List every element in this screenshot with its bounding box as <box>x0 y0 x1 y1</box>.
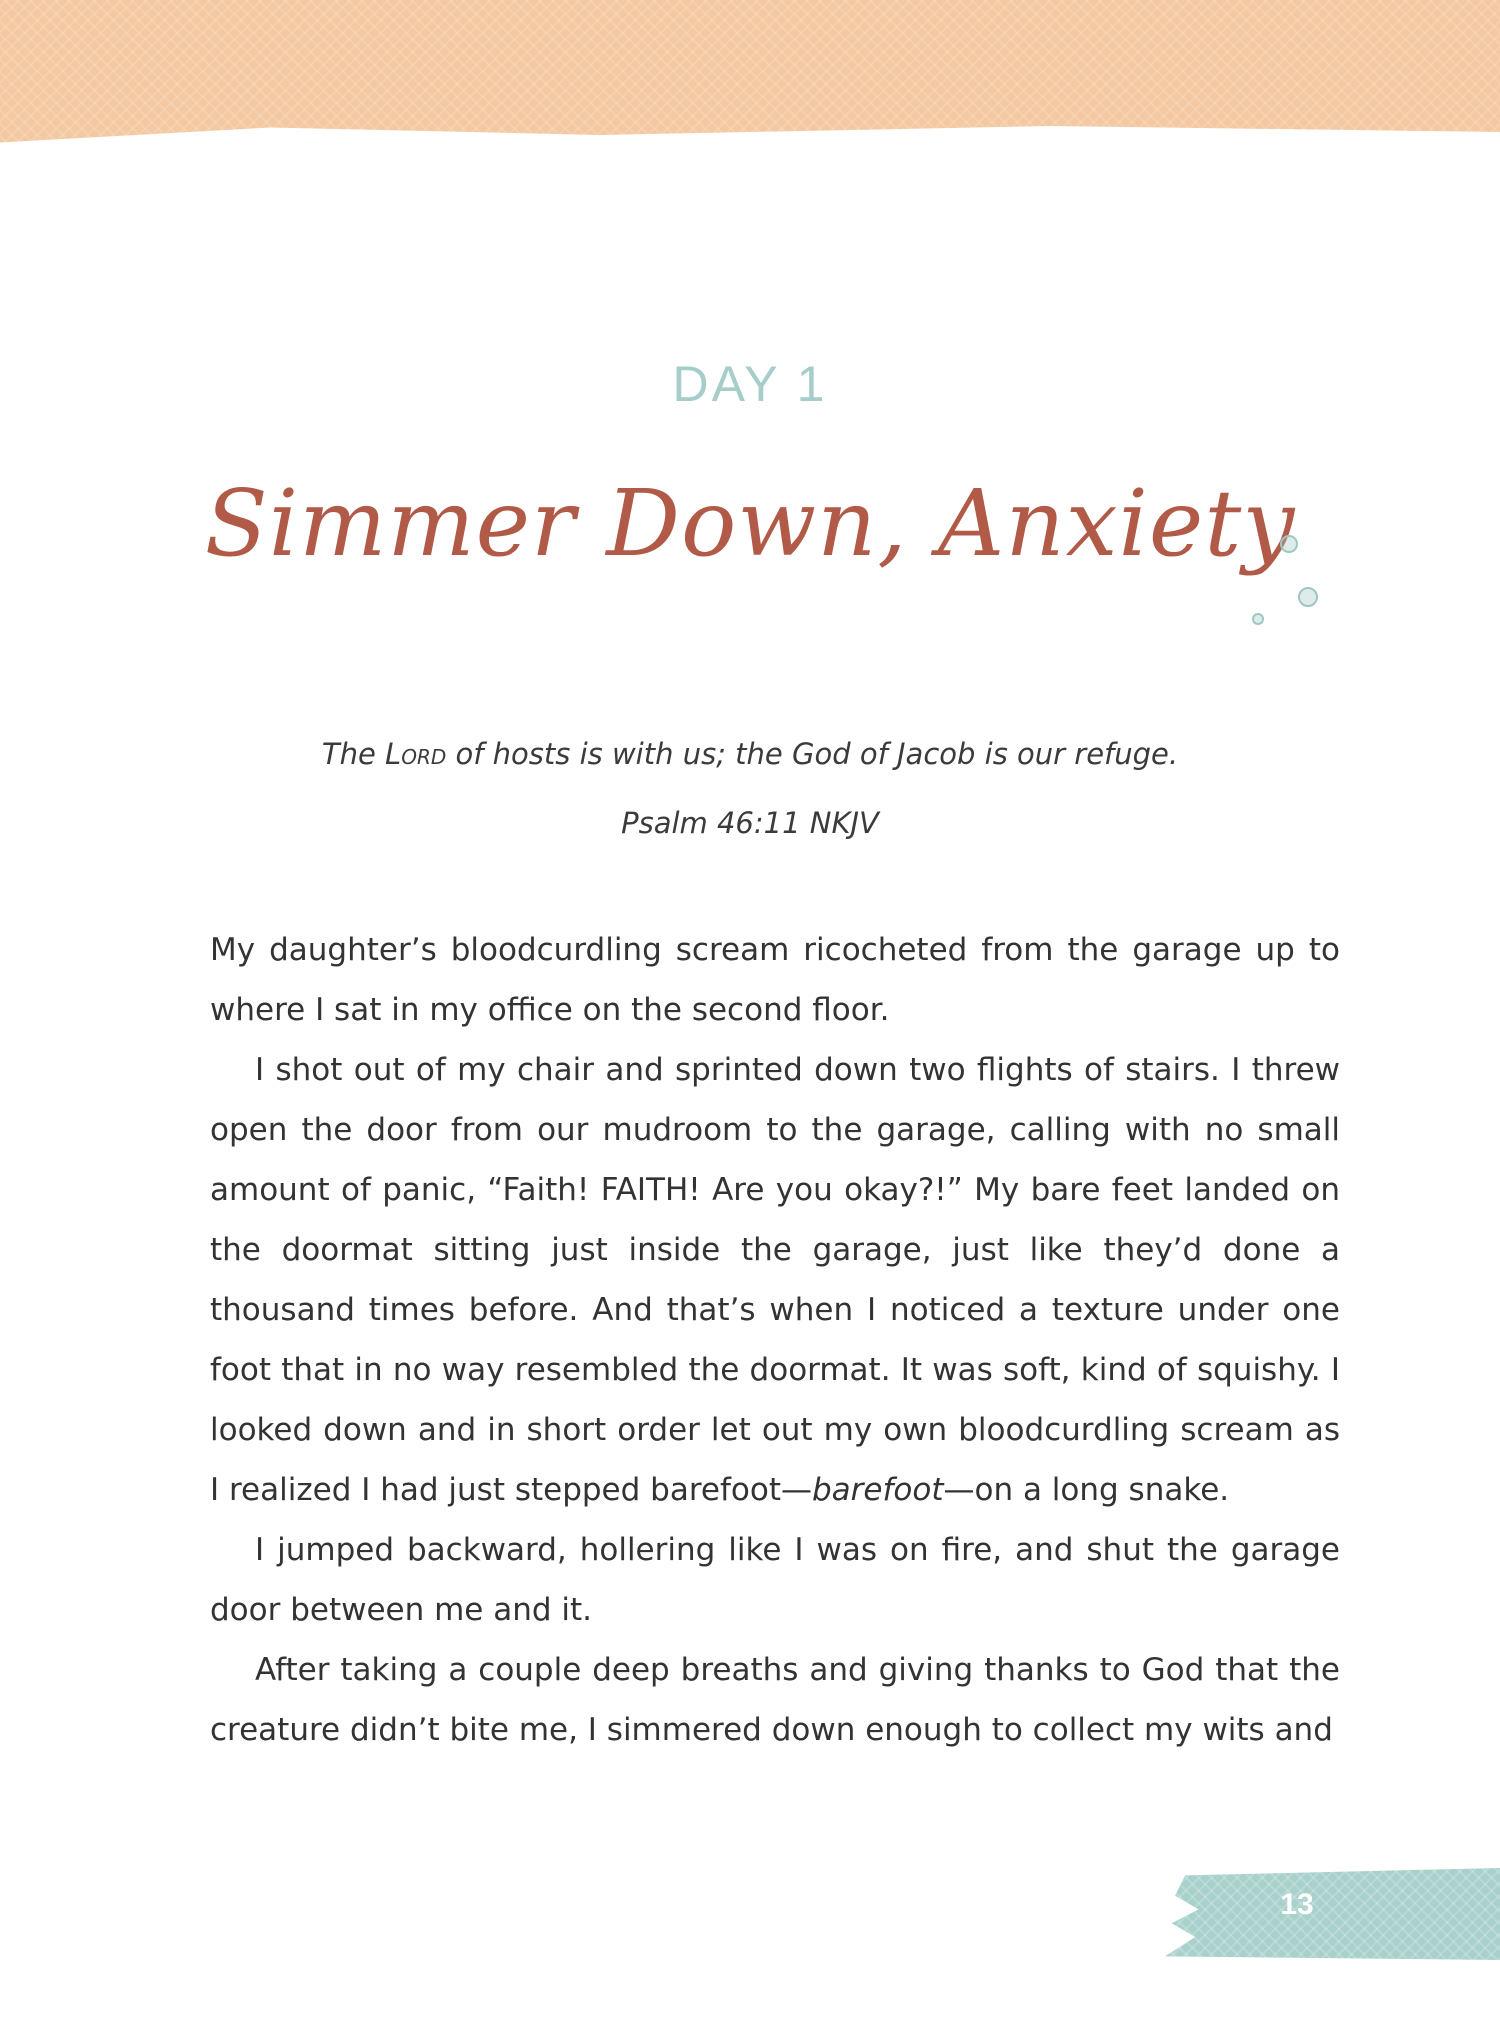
decor-dot <box>1280 535 1298 553</box>
day-label: DAY 1 <box>672 356 828 412</box>
paragraph-2-end: —on a long snake. <box>943 1472 1230 1508</box>
paragraph-2 <box>210 1040 1340 1520</box>
decorative-dots <box>1240 535 1340 635</box>
scripture-verse <box>0 737 1500 771</box>
verse-text-start: The <box>321 737 386 771</box>
paragraph-1: My daughter’s bloodcurdling scream ricocheted from the garage up to where I sat in my office on the second floor. <box>210 932 1340 1028</box>
verse-reference: Psalm 46:11 NKJV <box>621 806 879 840</box>
chapter-title: Simmer Down, Anxiety <box>204 470 1296 577</box>
decor-dot <box>1252 613 1264 625</box>
paragraph-4: After taking a couple deep breaths and giving thanks to God that the creature didn’t bite me, I simmered down enough to collect my wits and <box>210 1652 1340 1748</box>
paragraph-3: I jumped backward, hollering like I was on fire, and shut the garage door between me and it. <box>210 1532 1340 1628</box>
page-number-tab <box>1165 1868 1500 1960</box>
body-text <box>210 920 1340 1760</box>
verse-lord: Lord <box>385 737 447 771</box>
top-banner <box>0 0 1500 150</box>
page-number: 13 <box>1280 1888 1314 1921</box>
decor-dot <box>1298 587 1318 607</box>
verse-text-end: of hosts is with us; the God of Jacob is our refuge. <box>446 737 1179 771</box>
paragraph-2-text: I shot out of my chair and sprinted down two flights of stairs. I threw open the door from our mudroom to the garage, calling with no small amount of panic, “Faith! FAITH! Are you okay?!” My bare feet landed on the doormat sitting just inside the garage, just like they’d done a thousand times before. And that’s when I noticed a texture under one foot that in no way resembled the doormat. It was soft, kind of squishy. I looked down and in short order let out my own bloodcurdling scream as I realized I had just stepped barefoot— <box>210 1052 1340 1508</box>
paragraph-2-emphasis: barefoot <box>811 1472 944 1508</box>
